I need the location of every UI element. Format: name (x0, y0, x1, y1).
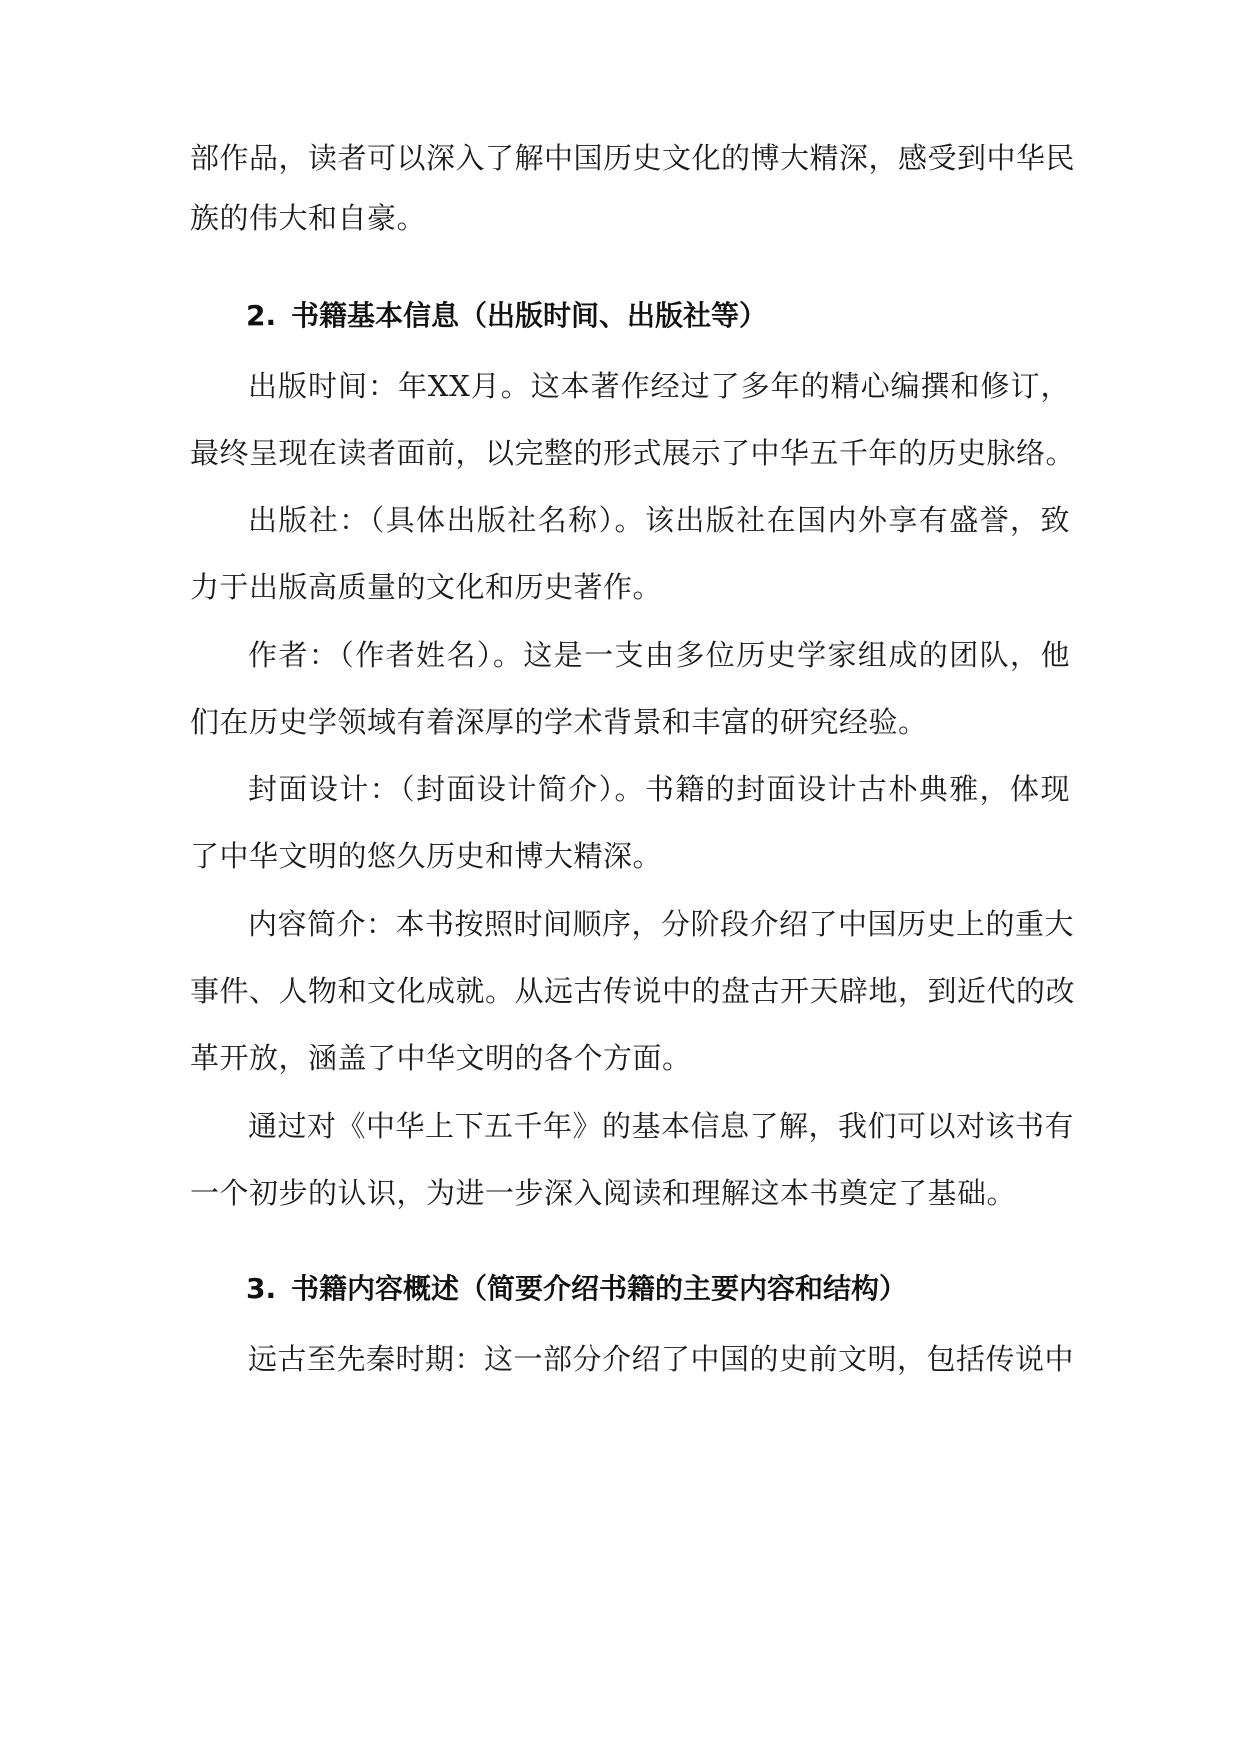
cover-design-line-2: 了中华文明的悠久历史和博大精深。 (190, 839, 663, 873)
prehistory-line-1: 远古至先秦时期：这一部分介绍了中国的史前文明，包括传说中 (248, 1342, 1075, 1376)
conclusion-line-2: 一个初步的认识，为进一步深入阅读和理解这本书奠定了基础。 (190, 1176, 1017, 1210)
publication-date-line-1: 出版时间：年XX月。这本著作经过了多年的精心编撰和修订， (248, 369, 1070, 403)
author-line-1: 作者：（作者姓名）。这是一支由多位历史学家组成的团队，他 (248, 638, 1070, 672)
cover-design-line-1: 封面设计：（封面设计简介）。书籍的封面设计古朴典雅，体现 (248, 772, 1070, 806)
summary-line-3: 革开放，涵盖了中华文明的各个方面。 (190, 1041, 692, 1075)
section-2-heading (246, 296, 767, 336)
publication-date-line-2: 最终呈现在读者面前，以完整的形式展示了中华五千年的历史脉络。 (190, 436, 1076, 470)
summary-line-2: 事件、人物和文化成就。从远古传说中的盘古开天辟地，到近代的改 (190, 974, 1076, 1008)
publisher-line-1: 出版社：（具体出版社名称）。该出版社在国内外享有盛誉，致 (248, 503, 1070, 537)
conclusion-line-1: 通过对《中华上下五千年》的基本信息了解，我们可以对该书有 (248, 1109, 1075, 1143)
author-line-2: 们在历史学领域有着深厚的学术背景和丰富的研究经验。 (190, 705, 928, 739)
intro-line-1: 部作品，读者可以深入了解中国历史文化的博大精深，感受到中华民 (190, 141, 1076, 175)
section-2-title: 书籍基本信息（出版时间、出版社等） (291, 299, 768, 332)
summary-line-1: 内容简介：本书按照时间顺序，分阶段介绍了中国历史上的重大 (248, 907, 1075, 941)
section-3-heading (246, 1269, 907, 1309)
section-3-title: 书籍内容概述（简要介绍书籍的主要内容和结构） (291, 1272, 908, 1305)
publisher-line-2: 力于出版高质量的文化和历史著作。 (190, 570, 663, 604)
section-2-number: 2. (246, 299, 277, 332)
section-3-number: 3. (246, 1272, 277, 1305)
intro-line-2: 族的伟大和自豪。 (190, 201, 427, 235)
